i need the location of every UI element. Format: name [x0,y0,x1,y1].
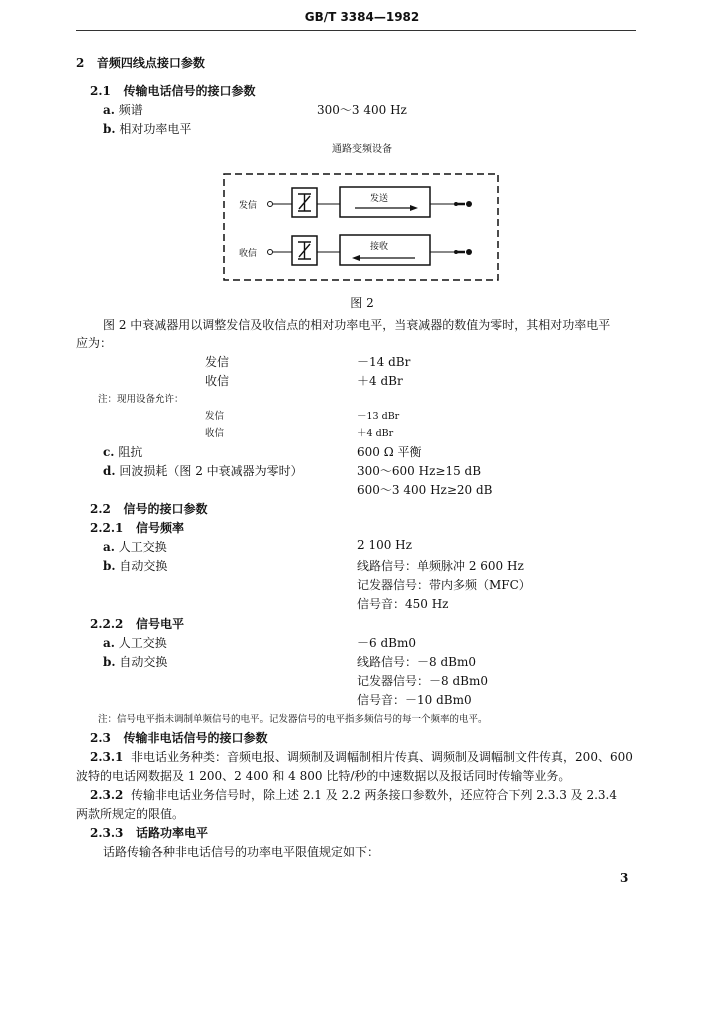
item-label: b. [103,559,116,573]
section-2-3-1-line-1 [90,748,633,765]
item-a-manual [103,634,167,651]
auto-level-value-2: 记发器信号：－8 dBm0 [357,674,488,688]
item-b-automatic [103,557,167,574]
auto-level-value-1: 线路信号：－8 dBm0 [357,655,476,669]
item-a-spectrum [103,101,143,118]
level-recv-value: ＋4 dBr [357,374,403,388]
section-2-3-2-line-1 [90,786,617,803]
section-number: 2.3.1 [90,750,124,764]
auto-frequency-value-2: 记发器信号：带内多频（MFC） [357,578,531,592]
paragraph-line: 波特的电话网数据及 1 200、2 400 和 4 800 比特/秒的中速数据以及报话同时传输等业务。 [76,769,571,783]
note-1-label: 注：现用设备允许： [98,394,184,405]
section-number: 2.2 [90,502,111,516]
section-number: 2.2.2 [90,617,124,631]
section-title: 信号电平 [135,617,184,631]
send-output-terminal [466,201,472,207]
section-title: 传输电话信号的接口参数 [123,84,256,98]
note-1-recv: 收信 [205,428,225,439]
item-text: 人工交换 [118,540,167,554]
item-a-manual [103,538,167,555]
section-title: 话路功率电平 [135,826,208,840]
item-text: 阻抗 [118,445,143,459]
item-label: c. [103,445,115,459]
item-text: 相对功率电平 [119,122,192,136]
manual-frequency-value: 2 100 Hz [357,538,412,552]
item-text: 频谱 [118,103,143,117]
section-number: 2.3 [90,731,111,745]
item-text: 人工交换 [118,636,167,650]
recv-input-label: 收信 [239,249,258,259]
section-title: 信号的接口参数 [123,502,208,516]
spectrum-value: 300～3 400 Hz [317,103,407,117]
item-label: b. [103,655,116,669]
level-send-value: －14 dBr [357,355,411,369]
section-2-2-1-heading [90,519,184,536]
send-terminal [268,202,273,207]
paragraph-text: 非电话业务种类：音频电报、调频制及调幅制相片传真、调频制及调幅制文件传真，200、600 [131,750,633,764]
page-header: GB/T 3384—1982 [304,10,420,24]
section-title: 音频四线点接口参数 [96,56,205,70]
section-2-3-heading [90,729,267,746]
item-label: b. [103,122,116,136]
paragraph-text: 传输非电话业务信号时，除上述 2.1 及 2.2 两条接口参数外，还应符合下列 2.3.3 及 2.3.4 [131,788,617,802]
figure-title: 通路变频设备 [332,144,392,155]
send-box-label: 发送 [370,194,389,204]
return-loss-value-1: 300～600 Hz≥15 dB [357,464,482,478]
section-2-2-heading [90,500,207,517]
paragraph-line: 图 2 中衰减器用以调整发信及收信点的相对功率电平，当衰减器的数值为零时，其相对功率电平 [103,318,611,332]
send-input-label: 发信 [239,201,258,211]
manual-level-value: －6 dBm0 [357,636,416,650]
header-rule [76,30,636,31]
section-number: 2 [76,56,85,70]
figure-caption: 图 2 [350,296,374,310]
auto-frequency-value-1: 线路信号：单频脉冲 2 600 Hz [357,559,524,573]
auto-level-value-3: 信号音：－10 dBm0 [357,693,472,707]
level-recv-label: 收信 [205,374,230,388]
item-b-automatic [103,653,167,670]
item-text: 回波损耗（图 2 中衰减器为零时） [119,464,303,478]
section-number: 2.3.2 [90,788,124,802]
recv-box-label: 接收 [370,242,389,252]
item-label: a. [103,636,115,650]
paragraph-line: 两款所规定的限值。 [76,807,185,821]
note-1-recv-value: ＋4 dBr [357,428,394,439]
level-send-label: 发信 [205,355,230,369]
figure-2-diagram [220,168,505,286]
page-number: 3 [620,871,629,885]
item-text: 自动交换 [119,559,168,573]
item-label: d. [103,464,116,478]
item-c-impedance [103,443,142,460]
section-number: 2.3.3 [90,826,124,840]
item-label: a. [103,540,115,554]
recv-output-terminal [466,249,472,255]
note-1-send: 发信 [205,411,225,422]
note-1-send-value: －13 dBr [357,411,400,422]
section-2-heading [76,54,205,71]
paragraph-line: 应为： [76,336,113,350]
section-2-1-heading [90,82,255,99]
item-d-return-loss [103,462,303,479]
section-2-2-2-heading [90,615,184,632]
recv-terminal [268,250,273,255]
paragraph-line: 话路传输各种非电话信号的功率电平限值规定如下： [103,845,380,859]
section-number: 2.1 [90,84,111,98]
section-title: 信号频率 [135,521,184,535]
item-b-relative-level [103,120,191,137]
return-loss-value-2: 600～3 400 Hz≥20 dB [357,483,493,497]
auto-frequency-value-3: 信号音：450 Hz [357,597,449,611]
note-2: 注：信号电平指未调制单频信号的电平。记发器信号的电平指多频信号的每一个频率的电平。 [98,714,488,725]
section-number: 2.2.1 [90,521,124,535]
impedance-value: 600 Ω 平衡 [357,445,422,459]
section-title: 传输非电话信号的接口参数 [123,731,268,745]
item-text: 自动交换 [119,655,168,669]
item-label: a. [103,103,115,117]
section-2-3-3-heading [90,824,208,841]
